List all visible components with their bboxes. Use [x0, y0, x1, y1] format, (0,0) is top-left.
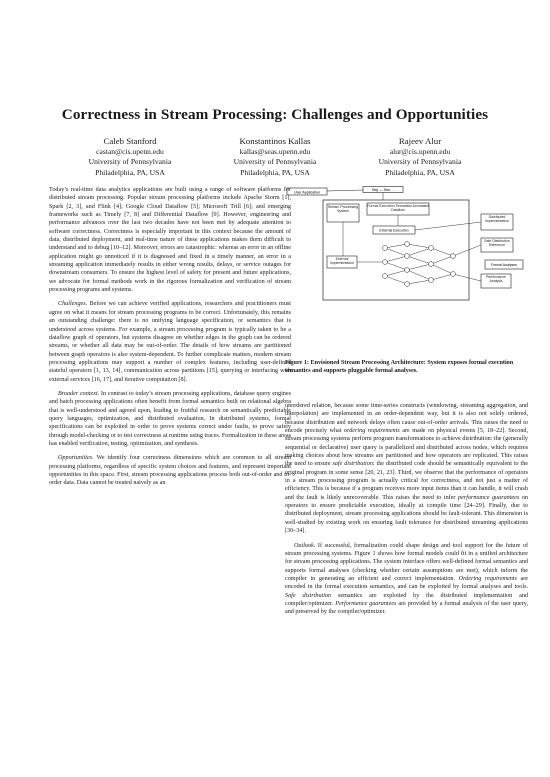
- dataflow-graph: [343, 215, 481, 284]
- author-1: [60, 136, 200, 178]
- performance-analysis-label: Performance Analysis: [485, 275, 507, 284]
- right-column: [285, 402, 528, 617]
- text-run: are encoded in the formal execution semantics, and can be exploited by formal analyses and tools.: [285, 575, 528, 591]
- text-run: are made on physical events [5, 18–22]. Second, stream processing systems perform program transformations to achieve distribution: the (generally sequential or declarative) user query is parallelized and distributed across nodes, which requires making choices about how streams are partitioned and how operators are replicated. This raises the need to ensure: [285, 428, 529, 468]
- text-run: unordered relation, because some time-series constructs (windowing, streaming aggregation, and interpolation) are implemented in an order-dependent way, but it is also not solely ordered, because distribution and network delays often cause out-of-order arrivals. This raises the need to encode precisely what: [285, 403, 528, 435]
- distributed-implementation-label: Distributed Implementation: [485, 215, 509, 224]
- challenges-text: Before we can achieve verified applications, researchers and practitioners must agree on what it means for stream processing programs to be correct. Unfortunately, this remains an outstanding challenge: there is no unifying language specification, or semantics that is understood across systems. For example, a stream processing program is typically taken to be a dataflow graph of operators, but systems disagree on whether edges in the graph can be ordered streams, or whether all data may be out-of-order. The details of how streams are partitioned between graph operators is also system-dependent. To further complicate matters, modern stream processing applications may support a number of complex features, including user-defined stateful operators [1, 13, 14], communication across partitions [15], querying or interfacing with external services [16, 17], and iterative computation [8].: [49, 301, 291, 383]
- challenges-heading: Challenges.: [58, 301, 88, 308]
- opportunities-text: We identify four correctness dimensions which are common to all stream processing platforms, regardless of specific system choices and features, and represent important opportunities in this space. First, stream processing applications process both out-of-order and in-order data. Data cannot be treated naively as an: [49, 455, 291, 487]
- outlook-heading: Outlook.: [294, 542, 316, 549]
- emphasis: Safe distribution: [285, 592, 332, 599]
- challenges-paragraph: [49, 300, 291, 383]
- broader-heading: Broader context.: [58, 390, 100, 397]
- emphasis: safe distribution: [332, 461, 373, 468]
- opportunities-heading: Opportunities.: [58, 455, 94, 462]
- emphasis: Performance guarantees: [335, 600, 397, 607]
- figure-caption: [285, 359, 528, 376]
- broader-context-paragraph: [49, 390, 291, 448]
- top-box-label: Stre̲ — Stor ...: [371, 188, 395, 192]
- author-2: [205, 136, 345, 178]
- external-implementation-fo: [327, 257, 357, 268]
- text-run: semantics are exploited by the distributed implementation and compiler/optimizer.: [285, 592, 528, 607]
- external-execution-label: External Execution: [379, 228, 409, 233]
- safe-distribution-fo: [481, 239, 513, 252]
- author-affiliation: University of Pennsylvania: [88, 157, 172, 167]
- author-name: Konstantinos Kallas: [239, 136, 311, 146]
- author-3: [350, 136, 490, 178]
- left-column: [49, 186, 291, 488]
- text-run: are provided by a formal analysis of the user query, and preserved by the compiler/optimizer.: [285, 600, 528, 616]
- emphasis: Ordering requirements: [458, 575, 517, 582]
- formal-execution-semantics-label: Formal Execution Semantics Annotated Dataflow: [367, 204, 429, 213]
- opportunities-paragraph: [49, 454, 291, 487]
- architecture-diagram: [285, 186, 528, 351]
- distributed-implementation-fo: [481, 215, 513, 230]
- architecture-figure: [285, 186, 528, 351]
- dataflow-nodes: [383, 242, 456, 287]
- text-run: If successful, formalization could shape design and tool support for the future of stream processing systems. Figure 1 shows how formal models could fit in a unified architecture for stream processing applications. The system interface offers well-defined formal semantics and supports formal analyses (checking whether certain assumptions are met), which inform the compiler in generating an efficient and correct implementation.: [285, 542, 528, 582]
- author-email: castan@cis.upenn.edu: [96, 146, 164, 156]
- text-run: : the distributed code should be semantically equivalent to the original program in some sense [20, 21, 23]. Third, we observe that the performance of operators in a stream processing program is actually critical for correctness, and not just a matter of efficiency. This is because if a program receives more input items than it can handle, it will crash and the fault is likely unrecoverable. This raises the need to infer: [285, 461, 529, 501]
- external-implementation-label: External Implementation: [330, 257, 354, 266]
- paper-title: Correctness in Stream Processing: Challenges and Opportunities: [61, 106, 489, 123]
- safe-distribution-label: Safe Distribution Reference: [484, 239, 510, 248]
- author-location: Philadelphia, PA, USA: [240, 167, 310, 177]
- text-run: on operators to ensure predictable execution, ideally at compile time [24–29]. Finally, due to distributed deployment, stream processing applications should be fault-tolerant. This dimension is well-studied by existing work on ensuring fault tolerance for distributed streaming applications [30–34].: [285, 494, 528, 535]
- broader-text: In contrast to today’s stream processing applications, database query engines and batch processing applications often benefit from formal semantics built on relational algebra that is well-understood and agreed upon, leading to fruitful research on semantically predictable query languages, optimization, and distributed evaluation. In distributed systems, formal specifications can be exploited in order to prove systems correct under faults, to prove safety through model-checking or to test correctness at runtime using traces. Formalization in these areas has enabled verification, testing, optimization, and synthesis.: [49, 390, 291, 447]
- author-location: Philadelphia, PA, USA: [95, 167, 165, 177]
- stream-processing-system-label: Stream Processing System: [327, 205, 359, 214]
- stream-processing-system-fo: [327, 205, 359, 221]
- emphasis: performance guarantees: [458, 494, 520, 501]
- formal-analyses-label: Formal Analyses: [491, 263, 517, 267]
- connector-line: [327, 190, 363, 191]
- author-email: alur@cis.upenn.edu: [389, 146, 451, 156]
- dimensions-paragraph: [285, 402, 528, 536]
- author-name: Caleb Stanford: [103, 136, 157, 146]
- author-location: Philadelphia, PA, USA: [385, 167, 455, 177]
- formal-execution-semantics-fo: [367, 204, 429, 215]
- author-email: kallas@seas.upenn.edu: [239, 146, 311, 156]
- author-affiliation: University of Pennsylvania: [378, 157, 462, 167]
- performance-analysis-fo: [481, 275, 511, 288]
- author-block: [60, 136, 490, 178]
- user-application-label: User Application: [294, 190, 320, 195]
- intro-paragraph: Today’s real-time data analytics applications are built using a range of software platforms for distributed stream processing. Popular stream processing platforms include Apache Storm [1], Spark [2, 3], and Flink [4]; Google Cloud Dataflow [5]; Microsoft Trill [6]; and emerging frameworks such as Timely [7, 8] and Differential Dataflow [9]. However, engineering and performance advances over the last two decades have not been met by adequate attention to software correctness. Correctness is especially important in this context because the amount of data, distributed deployment, and real-time nature of these applications makes them difficult to understand and to debug [10–12]. Moreover, errors are catastrophic: whereas an error in an offline application might go unnoticed if it is diagnosed and fixed in a timely manner, an error in a streaming application immediately results in either wrong results, delays, or service outages for downstream consumers. To ensure the highest level of safety for present and future applications, we advocate for formal methods work in the rigorous formalization and verification of stream processing programs and systems.: [49, 187, 291, 294]
- author-affiliation: University of Pennsylvania: [233, 157, 317, 167]
- emphasis: ordering requirements: [344, 428, 400, 435]
- figure-caption-text: Figure 1: Envisioned Stream Processing Architecture: System exposes formal execution semantics and supports pluggable formal analyses.: [285, 360, 514, 375]
- outlook-paragraph: [285, 542, 528, 617]
- author-name: Rajeev Alur: [398, 136, 442, 146]
